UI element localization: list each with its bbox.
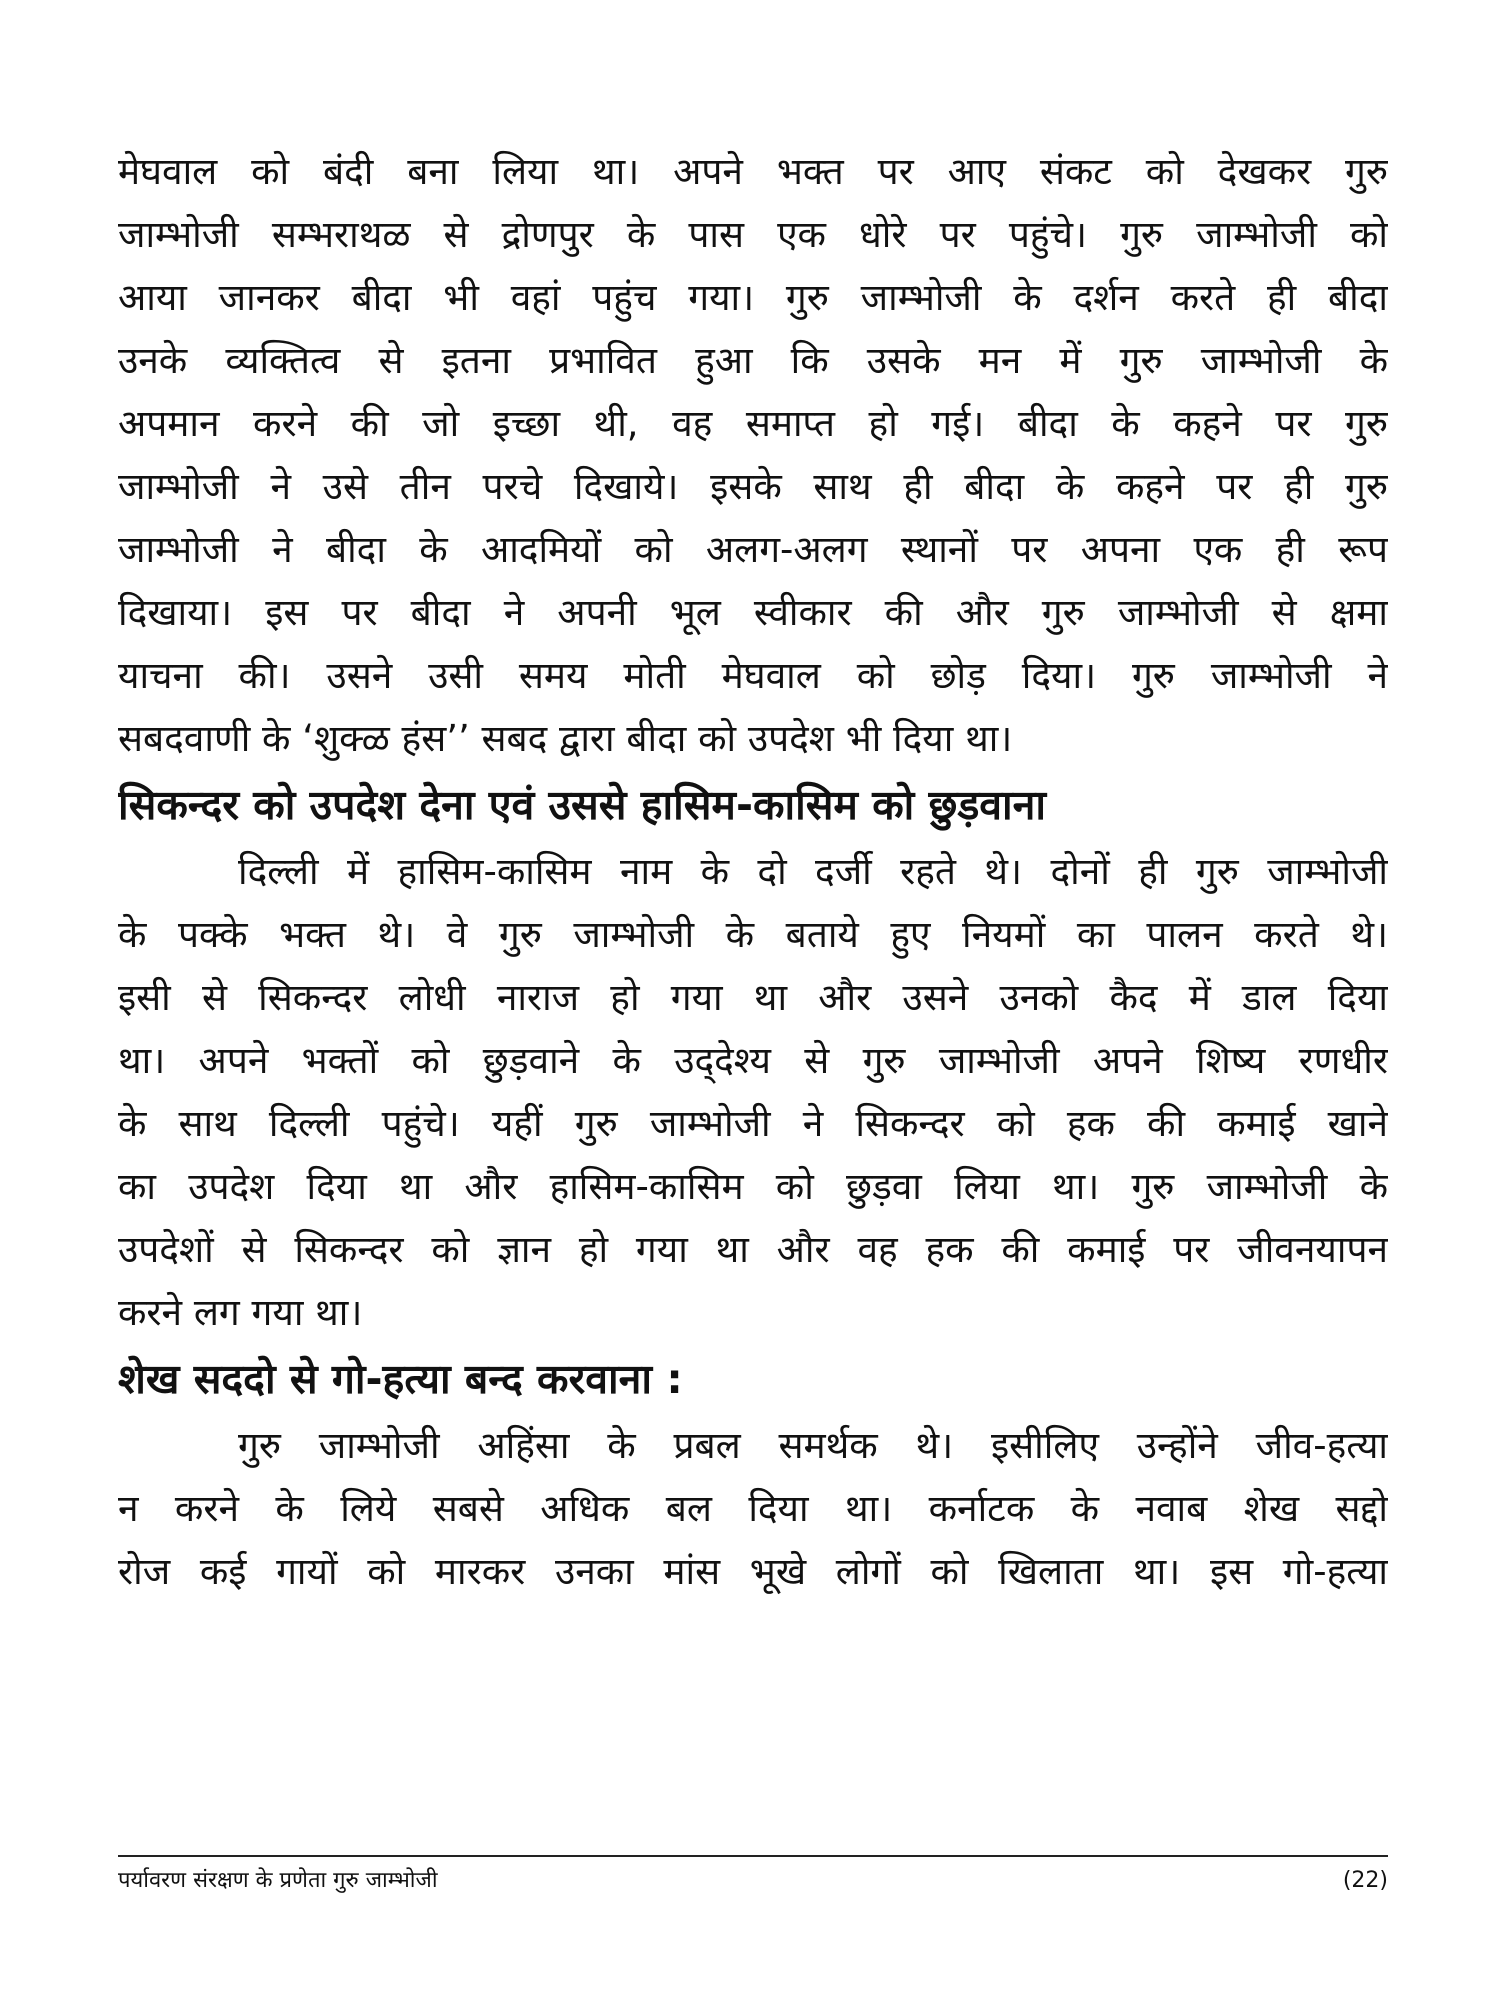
text-line: उनके व्यक्तित्व से इतना प्रभावित हुआ कि उसके मन में गुरु जाम्भोजी के xyxy=(118,339,1388,382)
text-line: जाम्भोजी सम्भराथळ से द्रोणपुर के पास एक धोरे पर पहुंचे। गुरु जाम्भोजी को xyxy=(118,213,1388,256)
paragraph-bida xyxy=(118,140,1388,770)
text-line: उपदेशों से सिकन्दर को ज्ञान हो गया था और वह हक की कमाई पर जीवनयापन xyxy=(118,1228,1388,1271)
text-line: इसी से सिकन्दर लोधी नाराज हो गया था और उसने उनको कैद में डाल दिया xyxy=(118,976,1388,1019)
footer-book-title: पर्यावरण संरक्षण के प्रणेता गुरु जाम्भोजी xyxy=(118,1868,438,1893)
text-line: का उपदेश दिया था और हासिम-कासिम को छुड़वा लिया था। गुरु जाम्भोजी के xyxy=(118,1165,1388,1208)
paragraph-shekh-saddo xyxy=(118,1414,1388,1603)
section-heading-sikandar: सिकन्दर को उपदेश देना एवं उससे हासिम-कासिम को छुड़वाना xyxy=(118,781,1047,829)
paragraph-sikandar xyxy=(118,840,1388,1344)
text-line: दिखाया। इस पर बीदा ने अपनी भूल स्वीकार की और गुरु जाम्भोजी से क्षमा xyxy=(118,591,1388,634)
text-line: दिल्ली में हासिम-कासिम नाम के दो दर्जी रहते थे। दोनों ही गुरु जाम्भोजी xyxy=(238,850,1388,893)
text-line: मेघवाल को बंदी बना लिया था। अपने भक्त पर आए संकट को देखकर गुरु xyxy=(118,150,1388,193)
text-line: न करने के लिये सबसे अधिक बल दिया था। कर्नाटक के नवाब शेख सद्दो xyxy=(118,1487,1388,1530)
text-line: करने लग गया था। xyxy=(118,1291,363,1334)
footer-divider xyxy=(118,1855,1388,1857)
page-body xyxy=(118,140,1388,1603)
text-line: अपमान करने की जो इच्छा थी, वह समाप्त हो गई। बीदा के कहने पर गुरु xyxy=(118,402,1388,445)
text-line: याचना की। उसने उसी समय मोती मेघवाल को छोड़ दिया। गुरु जाम्भोजी ने xyxy=(118,654,1388,697)
text-line: जाम्भोजी ने उसे तीन परचे दिखाये। इसके साथ ही बीदा के कहने पर ही गुरु xyxy=(118,465,1388,508)
section-heading-shekh-saddo: शेख सददो से गो-हत्या बन्द करवाना : xyxy=(118,1355,683,1403)
page-footer xyxy=(118,1866,1388,1896)
text-line: गुरु जाम्भोजी अहिंसा के प्रबल समर्थक थे। इसीलिए उन्होंने जीव-हत्या xyxy=(238,1424,1388,1467)
text-line: के पक्के भक्त थे। वे गुरु जाम्भोजी के बताये हुए नियमों का पालन करते थे। xyxy=(118,913,1388,956)
text-line: के साथ दिल्ली पहुंचे। यहीं गुरु जाम्भोजी ने सिकन्दर को हक की कमाई खाने xyxy=(118,1102,1388,1145)
text-line: रोज कई गायों को मारकर उनका मांस भूखे लोगों को खिलाता था। इस गो-हत्या xyxy=(118,1550,1388,1593)
footer-page-number: (22) xyxy=(1342,1868,1388,1893)
text-line: था। अपने भक्तों को छुड़वाने के उद्‌देश्य से गुरु जाम्भोजी अपने शिष्य रणधीर xyxy=(118,1039,1388,1082)
text-line: सबदवाणी के ‘शुक्ळ हंस’’ सबद द्वारा बीदा को उपदेश भी दिया था। xyxy=(118,717,1013,760)
text-line: आया जानकर बीदा भी वहां पहुंच गया। गुरु जाम्भोजी के दर्शन करते ही बीदा xyxy=(118,276,1388,319)
text-line: जाम्भोजी ने बीदा के आदमियों को अलग-अलग स्थानों पर अपना एक ही रूप xyxy=(118,528,1388,571)
